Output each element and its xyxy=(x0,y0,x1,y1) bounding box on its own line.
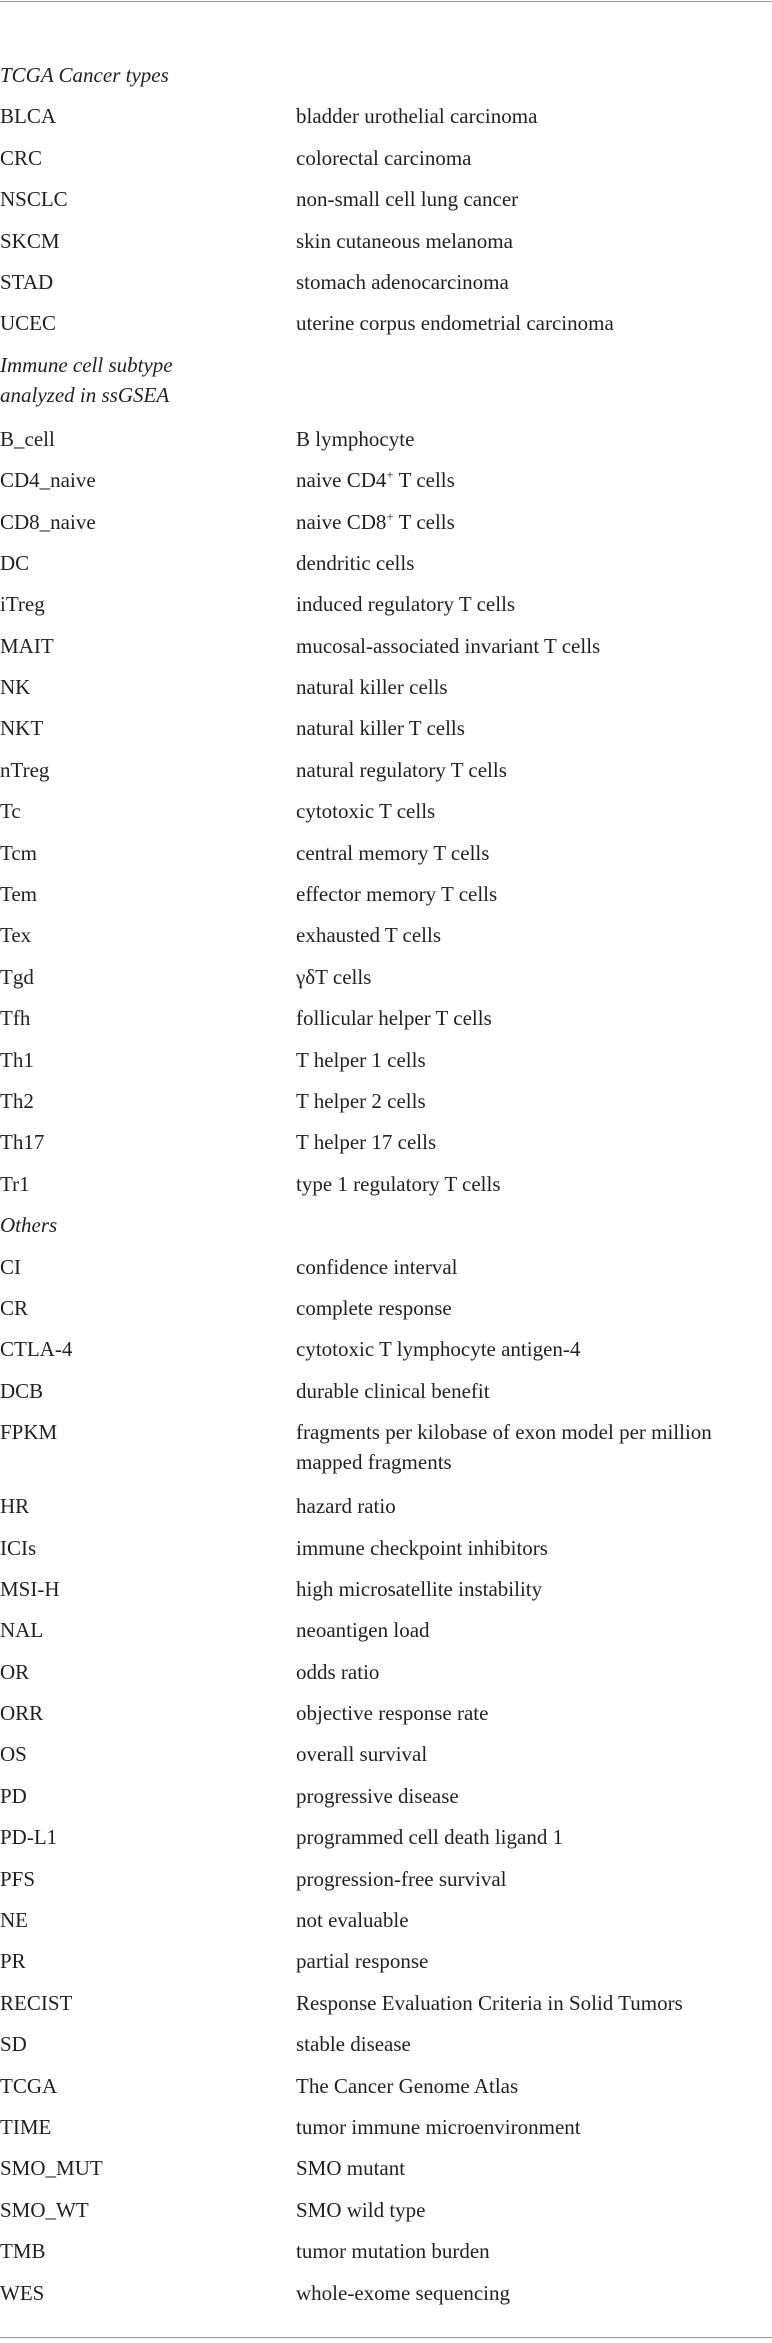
definition-cell: mucosal-associated invariant T cells xyxy=(296,633,601,658)
table-row xyxy=(0,1252,772,1293)
table-row xyxy=(0,1946,772,1987)
definition-cell: whole-exome sequencing xyxy=(296,2280,511,2305)
abbreviations-table xyxy=(0,60,772,2319)
abbreviation-cell: WES xyxy=(0,2280,45,2305)
abbreviation-cell: TMB xyxy=(0,2239,46,2264)
table-row xyxy=(0,548,772,589)
table-row xyxy=(0,1491,772,1532)
definition-cell: immune checkpoint inhibitors xyxy=(296,1535,548,1560)
abbreviation-cell: TCGA xyxy=(0,2073,58,2098)
abbreviation-cell: TIME xyxy=(0,2114,52,2139)
table-row xyxy=(0,2236,772,2277)
table-row xyxy=(0,143,772,184)
abbreviation-cell: RECIST xyxy=(0,1990,73,2015)
definition-cell: B lymphocyte xyxy=(296,426,415,451)
definition-cell: exhausted T cells xyxy=(296,923,442,948)
top-rule xyxy=(0,1,772,2)
table-row xyxy=(0,2153,772,2194)
abbreviation-cell: PD-L1 xyxy=(0,1825,58,1850)
table-row xyxy=(0,1376,772,1417)
definition-cell: The Cancer Genome Atlas xyxy=(296,2073,519,2098)
section-title: Others xyxy=(0,1213,58,1238)
table-row xyxy=(0,1169,772,1210)
abbreviation-cell: MSI-H xyxy=(0,1576,60,1601)
abbreviation-cell: SKCM xyxy=(0,228,60,253)
abbreviation-cell: ORR xyxy=(0,1701,44,1726)
abbreviation-cell: PD xyxy=(0,1783,27,1808)
table-row xyxy=(0,2071,772,2112)
definition-cell: Response Evaluation Criteria in Solid Tumors xyxy=(296,1990,683,2015)
table-row xyxy=(0,226,772,267)
table-row xyxy=(0,2029,772,2070)
table-row xyxy=(0,507,772,548)
abbreviation-cell: Th17 xyxy=(0,1130,45,1155)
definition-text-tail: T cells xyxy=(393,468,455,493)
abbreviation-cell: NK xyxy=(0,675,31,700)
definition-cell: type 1 regulatory T cells xyxy=(296,1171,501,1196)
definition-cell: tumor mutation burden xyxy=(296,2239,490,2264)
abbreviation-cell: B_cell xyxy=(0,426,55,451)
definition-cell: confidence interval xyxy=(296,1254,458,1279)
definition-cell: induced regulatory T cells xyxy=(296,592,516,617)
definition-cell: follicular helper T cells xyxy=(296,1006,492,1031)
table-row xyxy=(0,2112,772,2153)
abbreviation-cell: NE xyxy=(0,1908,28,1933)
abbreviation-cell: CRC xyxy=(0,145,43,170)
table-row xyxy=(0,962,772,1003)
section-empty-cell xyxy=(296,1210,772,1251)
table-row xyxy=(0,1574,772,1615)
section-header-row xyxy=(0,60,772,101)
table-row xyxy=(0,1657,772,1698)
definition-cell: colorectal carcinoma xyxy=(296,145,472,170)
abbreviation-cell: Tcm xyxy=(0,840,38,865)
abbreviation-cell: STAD xyxy=(0,269,54,294)
table-row xyxy=(0,1293,772,1334)
abbreviation-cell: PR xyxy=(0,1949,26,1974)
abbreviation-cell: CTLA-4 xyxy=(0,1337,73,1362)
abbreviations-table-body xyxy=(0,60,772,2319)
definition-cell: cytotoxic T lymphocyte antigen-4 xyxy=(296,1337,581,1362)
abbreviation-cell: DCB xyxy=(0,1378,44,1403)
table-row xyxy=(0,1334,772,1375)
table-row xyxy=(0,672,772,713)
definition-cell: non-small cell lung cancer xyxy=(296,187,519,212)
table-row xyxy=(0,713,772,754)
definition-cell: bladder urothelial carcinoma xyxy=(296,104,538,129)
table-row xyxy=(0,1417,772,1491)
definition-cell: high microsatellite instability xyxy=(296,1576,543,1601)
abbreviation-cell: PFS xyxy=(0,1866,36,1891)
table-row xyxy=(0,1905,772,1946)
definition-cell: SMO wild type xyxy=(296,2197,426,2222)
definition-cell: SMO mutant xyxy=(296,2156,406,2181)
abbreviation-cell: Th1 xyxy=(0,1047,34,1072)
abbreviation-cell: CI xyxy=(0,1254,21,1279)
table-row xyxy=(0,1003,772,1044)
table-row xyxy=(0,2195,772,2236)
abbreviation-cell: Tgd xyxy=(0,964,34,989)
definition-cell: γδT cells xyxy=(296,964,372,989)
abbreviation-cell: SMO_WT xyxy=(0,2197,89,2222)
table-row xyxy=(0,465,772,506)
table-row xyxy=(0,589,772,630)
table-row xyxy=(0,1822,772,1863)
table-row xyxy=(0,1781,772,1822)
table-row xyxy=(0,101,772,142)
abbreviation-cell: BLCA xyxy=(0,104,57,129)
abbreviation-cell: HR xyxy=(0,1494,30,1519)
table-row xyxy=(0,1739,772,1780)
table-row xyxy=(0,796,772,837)
table-row xyxy=(0,879,772,920)
definition-cell: T helper 17 cells xyxy=(296,1130,437,1155)
abbreviation-cell: iTreg xyxy=(0,592,45,617)
table-row xyxy=(0,267,772,308)
abbreviation-cell: Tex xyxy=(0,923,32,948)
table-row xyxy=(0,2278,772,2319)
abbreviation-cell: SD xyxy=(0,2032,27,2057)
definition-cell: natural killer T cells xyxy=(296,716,465,741)
table-row xyxy=(0,308,772,349)
abbreviation-cell: UCEC xyxy=(0,311,57,336)
definition-cell: durable clinical benefit xyxy=(296,1378,490,1403)
abbreviation-cell: Tc xyxy=(0,799,21,824)
definition-cell: central memory T cells xyxy=(296,840,490,865)
definition-cell: T helper 2 cells xyxy=(296,1088,426,1113)
table-row xyxy=(0,755,772,796)
abbreviation-cell: OR xyxy=(0,1659,30,1684)
table-row xyxy=(0,1864,772,1905)
definition-cell: skin cutaneous melanoma xyxy=(296,228,513,253)
table-row xyxy=(0,1615,772,1656)
table-row xyxy=(0,631,772,672)
definition-text: naive CD8 xyxy=(296,509,387,534)
table-row xyxy=(0,1533,772,1574)
section-header-row xyxy=(0,350,772,424)
table-row xyxy=(0,920,772,961)
abbreviation-cell: FPKM xyxy=(0,1420,58,1445)
abbreviation-cell: NKT xyxy=(0,716,44,741)
abbreviation-cell: MAIT xyxy=(0,633,54,658)
definition-cell: fragments per kilobase of exon model per million mapped fragments xyxy=(296,1420,712,1475)
definition-text-tail: T cells xyxy=(393,509,455,534)
definition-cell: programmed cell death ligand 1 xyxy=(296,1825,564,1850)
table-row xyxy=(0,184,772,225)
bottom-rule xyxy=(0,2337,772,2338)
definition-cell: cytotoxic T cells xyxy=(296,799,436,824)
definition-cell: partial response xyxy=(296,1949,429,1974)
superscript: + xyxy=(386,508,394,524)
table-row xyxy=(0,838,772,879)
table-row xyxy=(0,1045,772,1086)
section-empty-cell xyxy=(296,350,772,424)
abbreviation-cell: SMO_MUT xyxy=(0,2156,103,2181)
abbreviation-cell: Th2 xyxy=(0,1088,34,1113)
definition-cell: natural killer cells xyxy=(296,675,448,700)
abbreviation-cell: Tem xyxy=(0,882,38,907)
abbreviation-cell: CR xyxy=(0,1295,29,1320)
definition-cell: T helper 1 cells xyxy=(296,1047,426,1072)
abbreviation-cell: CD8_naive xyxy=(0,509,96,534)
superscript: + xyxy=(386,467,394,483)
definition-cell: neoantigen load xyxy=(296,1618,430,1643)
section-header-row xyxy=(0,1210,772,1251)
abbreviation-cell: Tr1 xyxy=(0,1171,30,1196)
table-row xyxy=(0,1086,772,1127)
abbreviation-cell: NAL xyxy=(0,1618,44,1643)
definition-cell: progression-free survival xyxy=(296,1866,507,1891)
definition-cell: stomach adenocarcinoma xyxy=(296,269,509,294)
abbreviation-cell: OS xyxy=(0,1742,27,1767)
definition-text: naive CD4 xyxy=(296,468,387,493)
abbreviation-cell: ICIs xyxy=(0,1535,37,1560)
abbreviation-cell: CD4_naive xyxy=(0,468,96,493)
section-empty-cell xyxy=(296,60,772,101)
definition-cell: dendritic cells xyxy=(296,550,415,575)
definition-cell: objective response rate xyxy=(296,1701,489,1726)
definition-cell xyxy=(296,507,772,548)
definition-cell: overall survival xyxy=(296,1742,428,1767)
table-row xyxy=(0,424,772,465)
definition-cell: stable disease xyxy=(296,2032,411,2057)
table-row xyxy=(0,1127,772,1168)
abbreviation-cell: nTreg xyxy=(0,757,50,782)
definition-cell: progressive disease xyxy=(296,1783,459,1808)
definition-cell xyxy=(296,465,772,506)
table-row xyxy=(0,1698,772,1739)
definition-cell: natural regulatory T cells xyxy=(296,757,507,782)
definition-cell: hazard ratio xyxy=(296,1494,396,1519)
abbreviation-cell: Tfh xyxy=(0,1006,31,1031)
definition-cell: odds ratio xyxy=(296,1659,380,1684)
definition-cell: complete response xyxy=(296,1295,452,1320)
abbreviation-cell: NSCLC xyxy=(0,187,68,212)
definition-cell: uterine corpus endometrial carcinoma xyxy=(296,311,614,336)
definition-cell: effector memory T cells xyxy=(296,882,498,907)
definition-cell: not evaluable xyxy=(296,1908,409,1933)
section-title: Immune cell subtype analyzed in ssGSEA xyxy=(0,352,173,407)
definition-cell: tumor immune microenvironment xyxy=(296,2114,581,2139)
section-title: TCGA Cancer types xyxy=(0,63,169,87)
table-row xyxy=(0,1988,772,2029)
abbreviation-cell: DC xyxy=(0,550,30,575)
